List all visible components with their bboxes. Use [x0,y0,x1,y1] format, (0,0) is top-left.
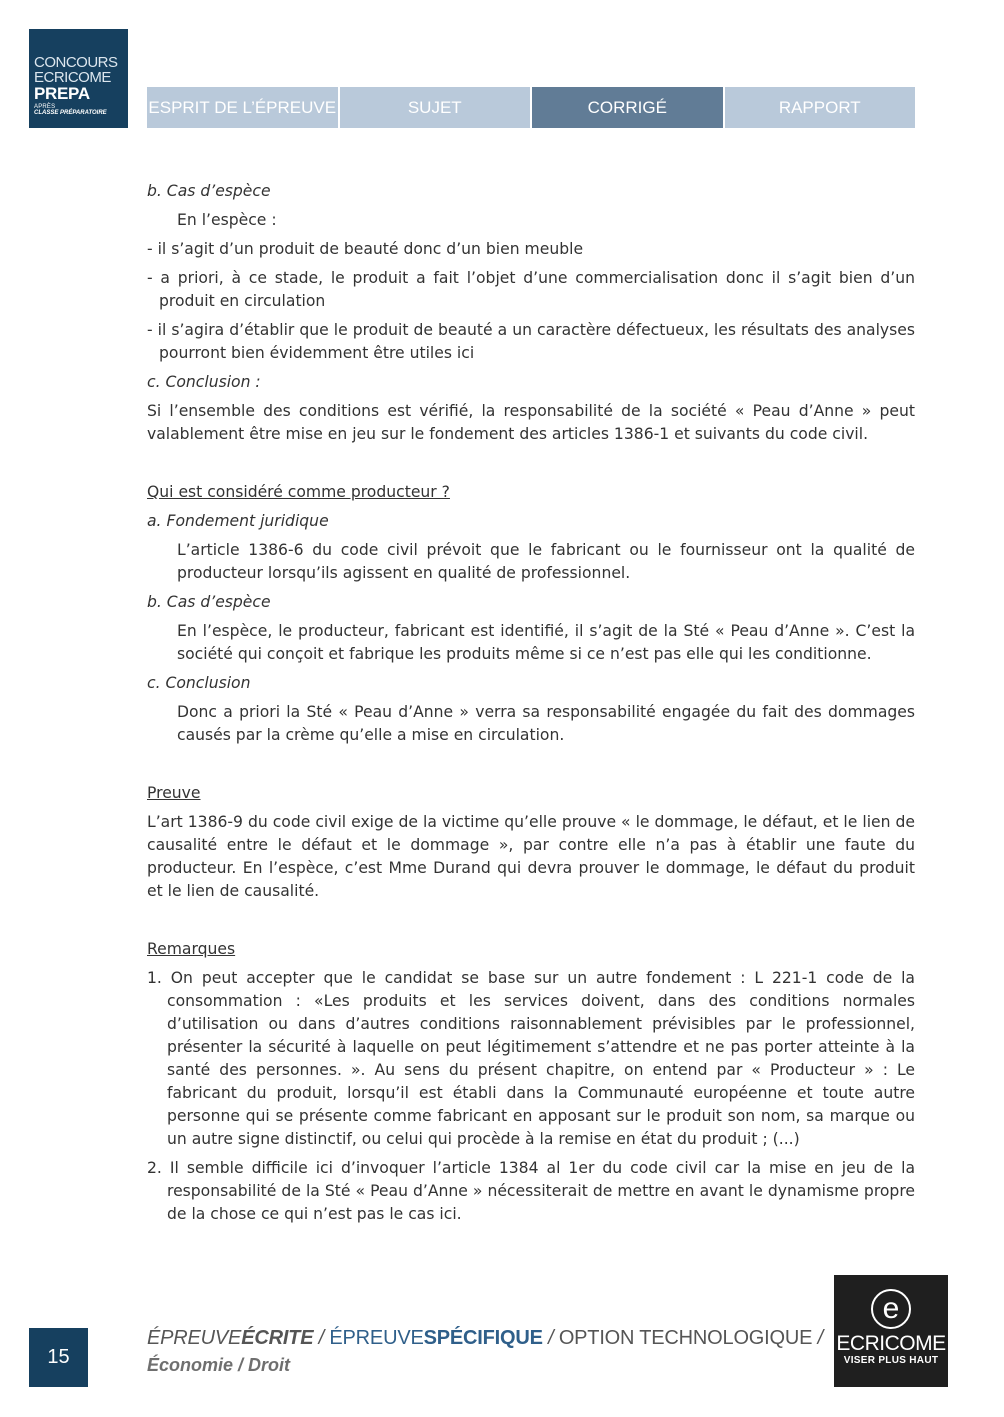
paragraph: Si l’ensemble des conditions est vérifié, la responsabilité de la société « Peau d’Anne » peut valablement être mise en jeu sur le fondement des articles 1386-1 et suivants du code civil. [147,402,915,443]
footer-title [147,1325,823,1379]
footer-specifique: SPÉCIFIQUE [423,1327,543,1349]
list-item: - a priori, à ce stade, le produit a fait l’objet d’une commercialisation donc il s’agit bien d’un produit en circulation [147,269,915,310]
brand-name: ECRICOME [836,1332,946,1355]
brand-tagline: VISER PLUS HAUT [843,1355,939,1366]
paragraph: Donc a priori la Sté « Peau d’Anne » verra sa responsabilité engagée du fait des dommages causés par la crème qu’elle a mise en circulation. [177,703,915,744]
section-heading-remarques: Remarques [147,940,236,958]
subsection-title: a. Fondement juridique [147,512,329,530]
concours-logo [29,29,128,128]
paragraph: En l’espèce : [177,211,277,229]
logo-concours: CONCOURS [34,54,118,71]
tab-sujet[interactable]: SUJET [340,87,531,128]
section-heading-preuve: Preuve [147,784,201,802]
footer-option: OPTION TECHNOLOGIQUE [558,1327,813,1349]
logo-prepa: PREPA [34,84,90,103]
footer-subject: Économie / Droit [147,1355,291,1375]
list-item: - il s’agit d’un produit de beauté donc d’un bien meuble [147,240,584,258]
document-body [147,180,915,1232]
subsection-title: c. Conclusion : [147,373,261,391]
numbered-item: 2. Il semble difficile ici d’invoquer l’article 1384 al 1er du code civil car la mise en jeu de la responsabilité de la Sté « Peau d’Anne » nécessiterait de mettre en avant le dynamisme propre de la chose ce qui n’est pas le cas ici. [147,1159,915,1223]
logo-classe: CLASSE PRÉPARATOIRE [34,110,107,116]
logo-apres: APRÈS [34,104,56,110]
footer-epreuve: ÉPREUVE [147,1327,242,1349]
subsection-title: b. Cas d’espèce [147,593,271,611]
footer-epreuve-2: ÉPREUVE [329,1327,424,1349]
ecricome-brand-logo [834,1275,948,1387]
footer-sep: / [542,1327,559,1349]
tab-esprit[interactable]: ESPRIT DE L’ÉPREUVE [147,87,338,128]
section-tabs [147,87,915,128]
footer-ecrite: ÉCRITE [241,1327,314,1349]
tab-corrige[interactable]: CORRIGÉ [532,87,723,128]
footer-sep: / [313,1327,330,1349]
section-heading-producteur: Qui est considéré comme producteur ? [147,483,450,501]
footer-sep: / [812,1327,823,1349]
logo-ecricome: ECRICOME [34,69,111,86]
subsection-title: c. Conclusion [147,674,251,692]
paragraph: L’art 1386-9 du code civil exige de la victime qu’elle prouve « le dommage, le défaut, et le lien de causalité entre le défaut et le dommage », par contre elle n’a pas à établir une faute du producteur. En l’espèce, c’est Mme Durand qui devra prouver le dommage, le défaut du produit et le lien de causalité. [147,813,915,900]
list-item: - il s’agira d’établir que le produit de beauté a un caractère défectueux, les résultats des analyses pourront bien évidemment être utiles ici [147,321,915,362]
paragraph: En l’espèce, le producteur, fabricant est identifié, il s’agit de la Sté « Peau d’Anne ». C’est la société qui conçoit et fabrique les produits même si ce n’est pas elle qui les conditionne. [177,622,915,663]
paragraph: L’article 1386-6 du code civil prévoit que le fabricant ou le fournisseur ont la qualité de producteur lorsqu’ils agissent en qualité de professionnel. [177,541,915,582]
page-number: 15 [29,1328,88,1387]
numbered-item: 1. On peut accepter que le candidat se base sur un autre fondement : L 221-1 code de la consommation : «Les produits et les services doivent, dans des conditions normales d’utilisation ou dans d’autres conditions raisonnablement prévisibles par le professionnel, présenter la sécurité à laquelle on peut légitimement s’attendre et ne pas porter atteinte à la santé des personnes. ». Au sens du présent chapitre, on entend par « Producteur » : Le fabricant du produit, lorsqu’il est établi dans la Communauté européenne et toute autre personne qui se présente comme fabricant en apposant sur le produit son nom, sa marque ou un autre signe distinctif, ou celui qui procède à la remise en état du produit ; (...) [147,969,915,1148]
tab-rapport[interactable]: RAPPORT [725,87,916,128]
subsection-title: b. Cas d’espèce [147,182,271,200]
ecricome-e-icon: e [871,1289,911,1329]
